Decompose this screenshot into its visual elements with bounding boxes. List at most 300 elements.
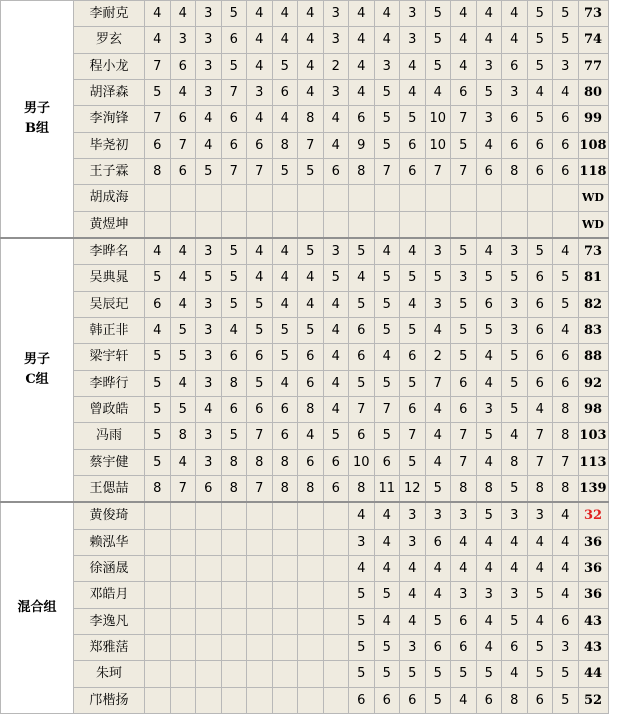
hole-score bbox=[196, 555, 222, 581]
hole-score: 3 bbox=[196, 370, 222, 396]
hole-score: 4 bbox=[298, 291, 324, 317]
hole-score bbox=[272, 555, 298, 581]
hole-score: 4 bbox=[374, 27, 400, 53]
hole-score: 3 bbox=[476, 53, 502, 79]
hole-score: 5 bbox=[145, 370, 171, 396]
hole-score: 5 bbox=[247, 291, 273, 317]
total-score: 80 bbox=[578, 79, 608, 105]
hole-score: 6 bbox=[400, 344, 426, 370]
hole-score: 5 bbox=[502, 396, 528, 422]
hole-score: 4 bbox=[476, 1, 502, 27]
hole-score: 6 bbox=[196, 475, 222, 502]
hole-score: 5 bbox=[553, 291, 579, 317]
hole-score: 4 bbox=[298, 27, 324, 53]
total-score: 77 bbox=[578, 53, 608, 79]
hole-score: 3 bbox=[247, 79, 273, 105]
table-row bbox=[1, 238, 609, 265]
hole-score: 7 bbox=[349, 396, 375, 422]
hole-score bbox=[145, 582, 171, 608]
hole-score: 6 bbox=[553, 370, 579, 396]
hole-score: 4 bbox=[476, 449, 502, 475]
player-name: 毕尧初 bbox=[74, 132, 145, 158]
hole-score: 3 bbox=[374, 53, 400, 79]
hole-score: 4 bbox=[323, 396, 349, 422]
hole-score: 7 bbox=[451, 423, 477, 449]
hole-score bbox=[425, 185, 451, 211]
hole-score bbox=[451, 185, 477, 211]
hole-score bbox=[323, 529, 349, 555]
hole-score: 5 bbox=[298, 158, 324, 184]
hole-score: 7 bbox=[221, 158, 247, 184]
hole-score: 4 bbox=[323, 344, 349, 370]
table-row bbox=[1, 608, 609, 634]
group-label-line2: B组 bbox=[25, 120, 49, 136]
hole-score: 4 bbox=[349, 1, 375, 27]
hole-score bbox=[247, 185, 273, 211]
hole-score bbox=[145, 211, 171, 238]
hole-score: 5 bbox=[323, 265, 349, 291]
hole-score: 7 bbox=[221, 79, 247, 105]
hole-score: 5 bbox=[476, 79, 502, 105]
hole-score: 10 bbox=[349, 449, 375, 475]
hole-score: 3 bbox=[502, 79, 528, 105]
hole-score: 6 bbox=[425, 634, 451, 660]
hole-score: 5 bbox=[374, 317, 400, 343]
table-row bbox=[1, 291, 609, 317]
hole-score: 6 bbox=[272, 396, 298, 422]
player-name: 蔡宇健 bbox=[74, 449, 145, 475]
hole-score bbox=[298, 555, 324, 581]
hole-score: 4 bbox=[502, 661, 528, 687]
group-label-line1: 男子 bbox=[23, 100, 50, 116]
total-score: 73 bbox=[578, 238, 608, 265]
hole-score bbox=[221, 502, 247, 529]
hole-score: 5 bbox=[425, 27, 451, 53]
hole-score: 6 bbox=[323, 475, 349, 502]
hole-score bbox=[349, 211, 375, 238]
hole-score: 3 bbox=[196, 238, 222, 265]
hole-score: 4 bbox=[476, 608, 502, 634]
hole-score: 3 bbox=[502, 291, 528, 317]
hole-score bbox=[247, 211, 273, 238]
player-name: 冯雨 bbox=[74, 423, 145, 449]
hole-score: 5 bbox=[221, 238, 247, 265]
hole-score: 3 bbox=[400, 529, 426, 555]
table-row bbox=[1, 634, 609, 660]
hole-score: 3 bbox=[400, 27, 426, 53]
total-score: 73 bbox=[578, 1, 608, 27]
hole-score: 6 bbox=[425, 529, 451, 555]
total-score: 81 bbox=[578, 265, 608, 291]
hole-score: 6 bbox=[451, 370, 477, 396]
hole-score: 5 bbox=[425, 661, 451, 687]
hole-score: 5 bbox=[425, 53, 451, 79]
table-row bbox=[1, 185, 609, 211]
hole-score bbox=[553, 185, 579, 211]
hole-score: 4 bbox=[476, 238, 502, 265]
hole-score: 5 bbox=[527, 582, 553, 608]
hole-score: 4 bbox=[349, 265, 375, 291]
hole-score: 7 bbox=[170, 132, 196, 158]
hole-score: 4 bbox=[170, 1, 196, 27]
hole-score: 6 bbox=[553, 132, 579, 158]
hole-score: 5 bbox=[374, 661, 400, 687]
player-name: 赖泓华 bbox=[74, 529, 145, 555]
hole-score: 3 bbox=[323, 238, 349, 265]
hole-score bbox=[553, 211, 579, 238]
hole-score: 4 bbox=[502, 27, 528, 53]
hole-score bbox=[527, 185, 553, 211]
hole-score: 7 bbox=[170, 475, 196, 502]
total-score: 113 bbox=[578, 449, 608, 475]
hole-score: 5 bbox=[145, 396, 171, 422]
hole-score: 4 bbox=[170, 370, 196, 396]
hole-score: 5 bbox=[553, 1, 579, 27]
hole-score: 4 bbox=[323, 291, 349, 317]
hole-score bbox=[247, 634, 273, 660]
hole-score: 5 bbox=[145, 265, 171, 291]
hole-score bbox=[196, 529, 222, 555]
hole-score: 6 bbox=[451, 396, 477, 422]
hole-score: 3 bbox=[502, 238, 528, 265]
hole-score bbox=[298, 608, 324, 634]
hole-score: 5 bbox=[374, 582, 400, 608]
hole-score: 4 bbox=[553, 502, 579, 529]
hole-score: 5 bbox=[502, 344, 528, 370]
hole-score: 5 bbox=[400, 370, 426, 396]
hole-score: 8 bbox=[502, 158, 528, 184]
hole-score: 6 bbox=[553, 158, 579, 184]
hole-score: 5 bbox=[476, 317, 502, 343]
hole-score: 4 bbox=[425, 317, 451, 343]
hole-score: 8 bbox=[272, 475, 298, 502]
hole-score bbox=[145, 661, 171, 687]
hole-score bbox=[145, 608, 171, 634]
hole-score: 4 bbox=[425, 555, 451, 581]
hole-score: 5 bbox=[374, 370, 400, 396]
hole-score: 5 bbox=[502, 370, 528, 396]
hole-score bbox=[272, 502, 298, 529]
hole-score: 6 bbox=[349, 317, 375, 343]
hole-score: 4 bbox=[374, 344, 400, 370]
hole-score bbox=[298, 185, 324, 211]
player-name: 郑雅萿 bbox=[74, 634, 145, 660]
hole-score: 5 bbox=[451, 238, 477, 265]
hole-score: 4 bbox=[400, 582, 426, 608]
hole-score: 8 bbox=[553, 423, 579, 449]
hole-score bbox=[196, 185, 222, 211]
hole-score: 5 bbox=[400, 265, 426, 291]
hole-score: 4 bbox=[272, 1, 298, 27]
hole-score bbox=[170, 634, 196, 660]
table-row bbox=[1, 158, 609, 184]
table-row bbox=[1, 317, 609, 343]
hole-score: 4 bbox=[476, 529, 502, 555]
hole-score: 5 bbox=[451, 317, 477, 343]
hole-score: 5 bbox=[170, 344, 196, 370]
hole-score: 6 bbox=[247, 396, 273, 422]
player-name: 李洵锋 bbox=[74, 106, 145, 132]
hole-score: 3 bbox=[502, 317, 528, 343]
hole-score: 10 bbox=[425, 132, 451, 158]
player-name: 黄煜坤 bbox=[74, 211, 145, 238]
hole-score: 7 bbox=[527, 449, 553, 475]
hole-score: 5 bbox=[196, 265, 222, 291]
hole-score: 4 bbox=[145, 1, 171, 27]
hole-score bbox=[502, 211, 528, 238]
hole-score: 6 bbox=[349, 344, 375, 370]
hole-score bbox=[374, 185, 400, 211]
table-row bbox=[1, 529, 609, 555]
hole-score: 4 bbox=[247, 1, 273, 27]
hole-score: 8 bbox=[298, 106, 324, 132]
hole-score: 4 bbox=[272, 265, 298, 291]
table-row bbox=[1, 555, 609, 581]
hole-score: 6 bbox=[170, 53, 196, 79]
hole-score: 7 bbox=[553, 449, 579, 475]
hole-score bbox=[196, 634, 222, 660]
hole-score: 4 bbox=[451, 687, 477, 713]
hole-score: 4 bbox=[247, 53, 273, 79]
hole-score: 6 bbox=[476, 687, 502, 713]
hole-score: 6 bbox=[553, 106, 579, 132]
hole-score bbox=[349, 185, 375, 211]
hole-score: 7 bbox=[400, 423, 426, 449]
player-name: 罗玄 bbox=[74, 27, 145, 53]
hole-score: 3 bbox=[451, 265, 477, 291]
hole-score: 4 bbox=[553, 238, 579, 265]
hole-score: 5 bbox=[425, 475, 451, 502]
hole-score bbox=[145, 555, 171, 581]
player-name: 邝楷扬 bbox=[74, 687, 145, 713]
hole-score: 6 bbox=[349, 106, 375, 132]
table-row bbox=[1, 661, 609, 687]
hole-score bbox=[247, 502, 273, 529]
hole-score: 6 bbox=[298, 449, 324, 475]
hole-score bbox=[170, 185, 196, 211]
hole-score: 8 bbox=[527, 475, 553, 502]
hole-score: 4 bbox=[272, 370, 298, 396]
hole-score: 4 bbox=[553, 79, 579, 105]
hole-score: 4 bbox=[527, 529, 553, 555]
hole-score: 5 bbox=[527, 1, 553, 27]
hole-score: 5 bbox=[451, 344, 477, 370]
hole-score: 6 bbox=[553, 608, 579, 634]
hole-score: 4 bbox=[374, 1, 400, 27]
hole-score bbox=[170, 555, 196, 581]
hole-score: 3 bbox=[502, 582, 528, 608]
hole-score: 3 bbox=[349, 529, 375, 555]
hole-score bbox=[196, 211, 222, 238]
hole-score: 6 bbox=[221, 106, 247, 132]
hole-score: 5 bbox=[527, 53, 553, 79]
hole-score: 5 bbox=[349, 582, 375, 608]
group-label-line1: 男子 bbox=[23, 352, 50, 368]
hole-score bbox=[221, 555, 247, 581]
hole-score: 5 bbox=[374, 265, 400, 291]
hole-score bbox=[145, 634, 171, 660]
hole-score: 6 bbox=[502, 132, 528, 158]
player-name: 朱珂 bbox=[74, 661, 145, 687]
hole-score: 4 bbox=[502, 555, 528, 581]
hole-score: 5 bbox=[221, 423, 247, 449]
hole-score bbox=[196, 661, 222, 687]
hole-score: 4 bbox=[349, 79, 375, 105]
hole-score: 5 bbox=[476, 265, 502, 291]
player-name: 王子霖 bbox=[74, 158, 145, 184]
total-score: 118 bbox=[578, 158, 608, 184]
hole-score: 4 bbox=[400, 291, 426, 317]
hole-score: 5 bbox=[451, 661, 477, 687]
hole-score bbox=[272, 185, 298, 211]
hole-score: 6 bbox=[527, 158, 553, 184]
hole-score: 4 bbox=[349, 555, 375, 581]
hole-score: 5 bbox=[221, 53, 247, 79]
hole-score: 4 bbox=[553, 317, 579, 343]
hole-score: 4 bbox=[400, 608, 426, 634]
table-row bbox=[1, 423, 609, 449]
hole-score: 8 bbox=[502, 687, 528, 713]
hole-score: 4 bbox=[451, 529, 477, 555]
table-row bbox=[1, 211, 609, 238]
hole-score: 3 bbox=[323, 27, 349, 53]
hole-score: 3 bbox=[476, 396, 502, 422]
total-score: 74 bbox=[578, 27, 608, 53]
hole-score bbox=[170, 608, 196, 634]
total-score: 92 bbox=[578, 370, 608, 396]
hole-score: 5 bbox=[349, 661, 375, 687]
player-name: 李逸凡 bbox=[74, 608, 145, 634]
hole-score: 5 bbox=[221, 1, 247, 27]
hole-score: 8 bbox=[553, 396, 579, 422]
total-score: 108 bbox=[578, 132, 608, 158]
hole-score: 6 bbox=[145, 132, 171, 158]
hole-score bbox=[323, 687, 349, 713]
hole-score: 4 bbox=[476, 634, 502, 660]
hole-score bbox=[272, 608, 298, 634]
total-score: 44 bbox=[578, 661, 608, 687]
hole-score: 3 bbox=[476, 582, 502, 608]
hole-score: 11 bbox=[374, 475, 400, 502]
hole-score: 6 bbox=[451, 608, 477, 634]
hole-score: 6 bbox=[553, 344, 579, 370]
hole-score: 8 bbox=[272, 132, 298, 158]
hole-score: 3 bbox=[425, 502, 451, 529]
hole-score: 6 bbox=[323, 158, 349, 184]
hole-score: 4 bbox=[502, 1, 528, 27]
hole-score: 4 bbox=[349, 53, 375, 79]
hole-score: 4 bbox=[196, 132, 222, 158]
hole-score bbox=[323, 582, 349, 608]
hole-score bbox=[221, 661, 247, 687]
hole-score: 6 bbox=[527, 317, 553, 343]
hole-score: 7 bbox=[451, 158, 477, 184]
hole-score: 5 bbox=[425, 687, 451, 713]
hole-score: 5 bbox=[374, 106, 400, 132]
table-row bbox=[1, 132, 609, 158]
hole-score: 5 bbox=[272, 53, 298, 79]
hole-score: 7 bbox=[247, 158, 273, 184]
hole-score: 8 bbox=[451, 475, 477, 502]
hole-score: 4 bbox=[298, 1, 324, 27]
hole-score: 4 bbox=[400, 79, 426, 105]
hole-score: 5 bbox=[451, 132, 477, 158]
hole-score bbox=[170, 211, 196, 238]
hole-score: 6 bbox=[527, 265, 553, 291]
total-score: 83 bbox=[578, 317, 608, 343]
player-name: 李晔行 bbox=[74, 370, 145, 396]
hole-score: 5 bbox=[349, 291, 375, 317]
hole-score: 8 bbox=[349, 475, 375, 502]
hole-score: 5 bbox=[145, 449, 171, 475]
hole-score: 4 bbox=[272, 291, 298, 317]
hole-score: 7 bbox=[145, 53, 171, 79]
hole-score bbox=[298, 661, 324, 687]
hole-score: 5 bbox=[349, 238, 375, 265]
hole-score bbox=[323, 185, 349, 211]
hole-score: 5 bbox=[400, 449, 426, 475]
table-row bbox=[1, 396, 609, 422]
hole-score: 4 bbox=[553, 582, 579, 608]
hole-score: 5 bbox=[272, 344, 298, 370]
hole-score bbox=[298, 687, 324, 713]
hole-score: 4 bbox=[451, 53, 477, 79]
hole-score: 7 bbox=[425, 370, 451, 396]
hole-score: 5 bbox=[145, 79, 171, 105]
hole-score: 8 bbox=[553, 475, 579, 502]
hole-score: 7 bbox=[451, 449, 477, 475]
hole-score: 4 bbox=[272, 238, 298, 265]
hole-score bbox=[247, 687, 273, 713]
table-row bbox=[1, 1, 609, 27]
hole-score bbox=[247, 608, 273, 634]
hole-score bbox=[298, 502, 324, 529]
player-name: 邓皓月 bbox=[74, 582, 145, 608]
table-row bbox=[1, 265, 609, 291]
hole-score: 6 bbox=[170, 106, 196, 132]
hole-score: 5 bbox=[349, 608, 375, 634]
hole-score: 6 bbox=[476, 291, 502, 317]
table-row bbox=[1, 344, 609, 370]
hole-score: 3 bbox=[196, 449, 222, 475]
hole-score: 6 bbox=[400, 396, 426, 422]
hole-score bbox=[170, 582, 196, 608]
hole-score: 6 bbox=[527, 291, 553, 317]
hole-score: 5 bbox=[527, 661, 553, 687]
hole-score: 4 bbox=[145, 27, 171, 53]
hole-score: 4 bbox=[221, 317, 247, 343]
hole-score bbox=[272, 634, 298, 660]
hole-score: 4 bbox=[247, 27, 273, 53]
hole-score: 4 bbox=[298, 53, 324, 79]
hole-score: 3 bbox=[400, 1, 426, 27]
total-score: 103 bbox=[578, 423, 608, 449]
hole-score bbox=[323, 555, 349, 581]
hole-score: 6 bbox=[527, 344, 553, 370]
hole-score bbox=[170, 502, 196, 529]
table-row bbox=[1, 502, 609, 529]
hole-score bbox=[400, 185, 426, 211]
hole-score: 3 bbox=[323, 1, 349, 27]
player-name: 曾政皓 bbox=[74, 396, 145, 422]
hole-score: 6 bbox=[374, 687, 400, 713]
group-label bbox=[1, 238, 74, 502]
hole-score: 6 bbox=[451, 79, 477, 105]
hole-score bbox=[298, 634, 324, 660]
hole-score: 4 bbox=[247, 265, 273, 291]
player-name: 李耐克 bbox=[74, 1, 145, 27]
group-label-line2: C组 bbox=[25, 372, 49, 388]
